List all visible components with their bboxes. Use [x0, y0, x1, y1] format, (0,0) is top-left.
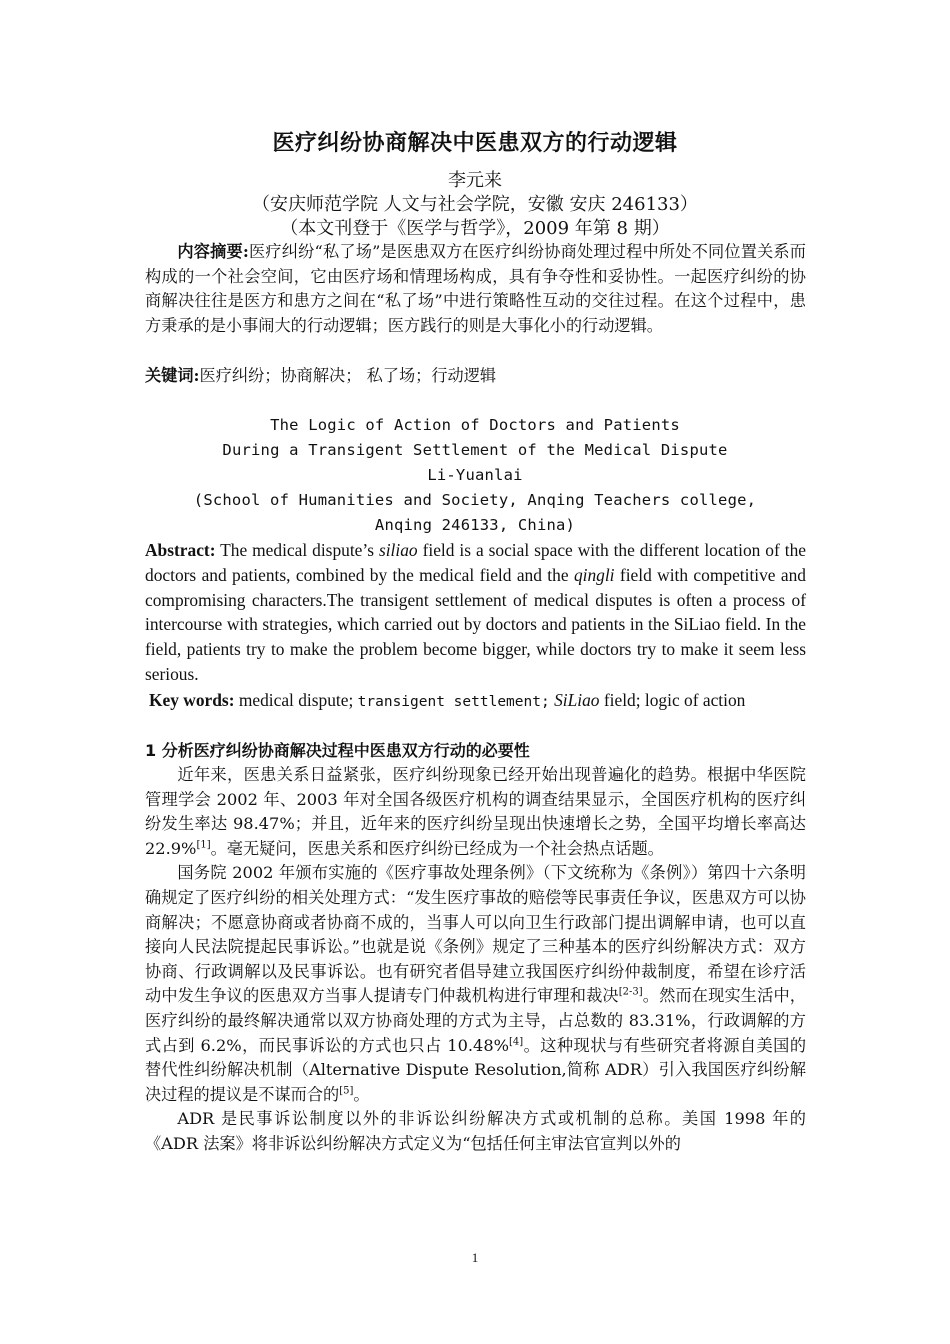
abstract-en-italic-1: siliao: [378, 540, 418, 560]
paper-title: 医疗纠纷协商解决中医患双方的行动逻辑: [272, 131, 678, 156]
affiliation-en-line2: Anqing 246133, China): [374, 516, 576, 534]
citation-ref: [4]: [509, 1036, 524, 1048]
keywords-en-italic: SiLiao: [549, 690, 600, 710]
title-en-line2: During a Transigent Settlement of the Medical Dispute: [222, 441, 728, 459]
abstract-en: [145, 538, 806, 687]
citation-ref: [1]: [196, 839, 211, 851]
affiliation-en-line1: (School of Humanities and Society, Anqing Teachers college,: [193, 491, 757, 509]
keywords-cn-text: 医疗纠纷；协商解决； 私了场；行动逻辑: [199, 366, 497, 385]
page-number: 1: [471, 1250, 479, 1265]
abstract-cn-label: 内容摘要:: [177, 242, 249, 261]
abstract-cn-text: 医疗纠纷“私了场”是医患双方在医疗纠纷协商处理过程中所处不同位置关系而构成的一个社会空间，它由医疗场和情理场构成，具有争夺性和妥协性。一起医疗纠纷的协商解决往往是医方和患方之间在“私了场”中进行策略性互动的交往过程。在这个过程中，患方秉承的是小事闹大的行动逻辑；医方践行的则是大事化小的行动逻辑。: [145, 242, 806, 335]
abstract-cn: [145, 240, 806, 338]
p1-text-b: 。毫无疑问，医患关系和医疗纠纷已经成为一个社会热点话题。: [210, 838, 664, 858]
keywords-en-text-1: medical dispute;: [234, 690, 358, 710]
keywords-en-label: Key words:: [149, 690, 235, 710]
author-en: Li-Yuanlai: [427, 466, 523, 484]
publication-note: （本文刊登于《医学与哲学》，2009 年第 8 期）: [280, 218, 670, 239]
keywords-en-text-2: field; logic of action: [599, 690, 746, 710]
p2-text-b: 。然而在现实生活中，医疗纠纷的最终解决通常以双方协商处理的方式为主导，占总数的 83.31%，行政调解的方式占到 6.2%，而民事诉讼的方式也只占 10.48%: [145, 986, 806, 1055]
keywords-en-mono: transigent settlement;: [357, 694, 550, 710]
author-name: 李元来: [448, 170, 502, 191]
abstract-en-text-2: field is a social space with the different location of the doctors and patients, combined by the medical field and the: [145, 540, 806, 585]
citation-ref: [2-3]: [618, 986, 643, 998]
abstract-en-text-3: field with competitive and compromising characters.The transigent settlement of medical disputes is often a process of intercourse with strategies, which carried out by doctors and patients in the SiLiao field. In the field, patients try to make the problem become bigger, while doctors try to make it seem less serious.: [145, 564, 807, 684]
keywords-en: [149, 688, 810, 715]
citation-ref: [5]: [339, 1085, 354, 1097]
p2-text-a: 国务院 2002 年颁布实施的《医疗事故处理条例》（下文统称为《条例》）第四十六条明确规定了医疗纠纷的相关处理方式：“发生医疗事故的赔偿等民事责任争议，医患双方可以协商解决；不愿意协商或者协商不成的，当事人可以向卫生行政部门提出调解申请，也可以直接向人民法院提起民事诉讼。”也就是说《条例》规定了三种基本的医疗纠纷解决方式：双方协商、行政调解以及民事诉讼。也有研究者倡导建立我国医疗纠纷仲裁制度，希望在诊疗活动中发生争议的医患双方当事人提请专门仲裁机构进行审理和裁决: [145, 863, 806, 1006]
p2-text-c: 。这种现状与有些研究者将源自美国的替代性纠纷解决机制（Alternative Dispute Resolution,简称 ADR）引入我国医疗纠纷解决过程的提议是不谋而合的: [145, 1035, 807, 1104]
title-en-line1: The Logic of Action of Doctors and Patients: [270, 416, 680, 434]
paragraph-1: [145, 763, 806, 861]
paragraph-3: ADR 是民事诉讼制度以外的非诉讼纠纷解决方式或机制的总称。美国 1998 年的《ADR 法案》将非诉讼纠纷解决方式定义为“包括任何主审法官宣判以外的: [145, 1109, 806, 1153]
section-heading: 1 分析医疗纠纷协商解决过程中医患双方行动的必要性: [145, 741, 530, 760]
paragraph-2: [145, 861, 806, 1107]
p2-text-d: 。: [353, 1084, 370, 1104]
keywords-cn: [145, 364, 806, 389]
keywords-cn-label: 关键词:: [145, 366, 200, 385]
abstract-en-italic-2: qingli: [573, 564, 615, 585]
section-body: [145, 763, 806, 1157]
abstract-en-text-1: The medical dispute’s: [215, 540, 379, 560]
affiliation: （安庆师范学院 人文与社会学院，安徽 安庆 246133）: [252, 194, 698, 215]
abstract-en-label: Abstract:: [145, 540, 216, 560]
p1-text-a: 近年来，医患关系日益紧张，医疗纠纷现象已经开始出现普遍化的趋势。根据中华医院管理学会 2002 年、2003 年对全国各级医疗机构的调查结果显示，全国医疗机构的医疗纠纷发生率达 98.47%；并且，近年来的医疗纠纷呈现出快速增长之势，全国平均增长率高达 22.9%: [145, 765, 806, 858]
